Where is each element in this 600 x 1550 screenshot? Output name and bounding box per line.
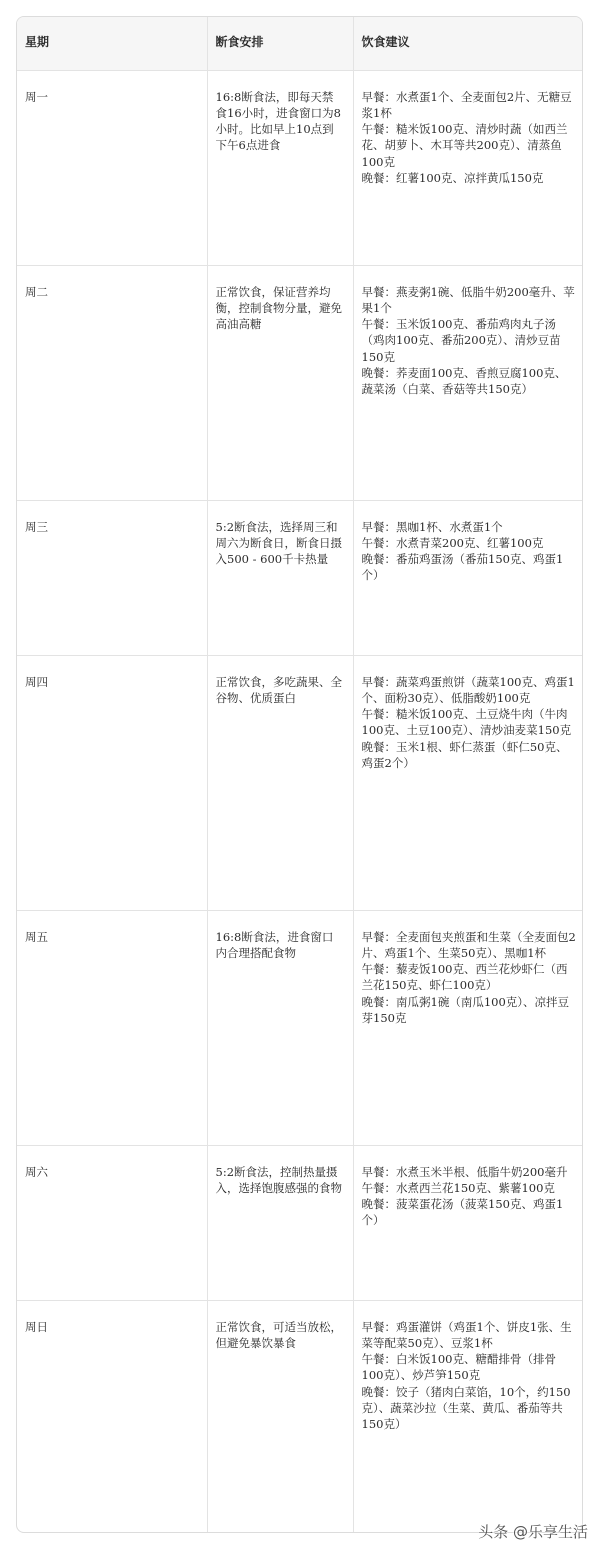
header-day: 星期: [17, 17, 207, 70]
diet-cell: 早餐：全麦面包夹煎蛋和生菜（全麦面包2片、鸡蛋1个、生菜50克）、黑咖1杯 午餐：藜麦饭100克、西兰花炒虾仁（西兰花150克、虾仁100克） 晚餐：南瓜粥1碗（南瓜100克）、凉拌豆芽150克: [353, 910, 583, 1145]
day-cell: 周一: [17, 70, 207, 265]
plan-cell: 16:8断食法，即每天禁食16小时，进食窗口为8小时。比如早上10点到下午6点进食: [207, 70, 353, 265]
table-row: [17, 1145, 583, 1300]
diet-cell: 早餐：燕麦粥1碗、低脂牛奶200毫升、苹果1个 午餐：玉米饭100克、番茄鸡肉丸子汤（鸡肉100克、番茄200克）、清炒豆苗150克 晚餐：荞麦面100克、香煎豆腐100克、蔬菜汤（白菜、香菇等共150克）: [353, 265, 583, 500]
day-cell: 周三: [17, 500, 207, 655]
day-cell: 周六: [17, 1145, 207, 1300]
diet-cell: 早餐：鸡蛋灌饼（鸡蛋1个、饼皮1张、生菜等配菜50克）、豆浆1杯 午餐：白米饭100克、糖醋排骨（排骨100克）、炒芦笋150克 晚餐：饺子（猪肉白菜馅，10个，约150克）、蔬菜沙拉（生菜、黄瓜、番茄等共150克）: [361, 1319, 572, 1432]
plan-cell: 5:2断食法，选择周三和周六为断食日，断食日摄入500 - 600千卡热量: [207, 500, 353, 655]
day-cell: 周日: [17, 1300, 207, 1532]
table-row: [17, 500, 583, 655]
day-cell: 周五: [17, 910, 207, 1145]
diet-cell: 早餐：水煮玉米半根、低脂牛奶200毫升 午餐：水煮西兰花150克、紫薯100克 晚餐：菠菜蛋花汤（菠菜150克、鸡蛋1个）: [353, 1145, 583, 1300]
diet-cell: 早餐：黑咖1杯、水煮蛋1个 午餐：水煮青菜200克、红薯100克 晚餐：番茄鸡蛋汤（番茄150克、鸡蛋1个）: [353, 500, 583, 655]
day-cell: 周二: [17, 265, 207, 500]
day-cell: 周四: [17, 655, 207, 910]
table-row: [17, 265, 583, 500]
diet-schedule-table: [16, 16, 583, 1533]
plan-cell: 16:8断食法，进食窗口内合理搭配食物: [207, 910, 353, 1145]
plan-cell: 正常饮食，保证营养均衡，控制食物分量，避免高油高糖: [207, 265, 353, 500]
diet-cell: 早餐：蔬菜鸡蛋煎饼（蔬菜100克、鸡蛋1个、面粉30克）、低脂酸奶100克 午餐：糙米饭100克、土豆烧牛肉（牛肉100克、土豆100克）、清炒油麦菜150克 晚餐：玉米1根、虾仁蒸蛋（虾仁50克、鸡蛋2个）: [353, 655, 583, 910]
plan-cell: 正常饮食，可适当放松，但避免暴饮暴食: [207, 1300, 353, 1532]
diet-cell: 早餐：水煮蛋1个、全麦面包2片、无糖豆浆1杯 午餐：糙米饭100克、清炒时蔬（如西兰花、胡萝卜、木耳等共200克）、清蒸鱼100克 晚餐：红薯100克、凉拌黄瓜150克: [353, 70, 583, 265]
header-diet-advice: 饮食建议: [353, 17, 583, 70]
table-row: [17, 1300, 583, 1532]
table-header-row: [17, 17, 583, 70]
header-fasting-plan: 断食安排: [207, 17, 353, 70]
table-row: [17, 70, 583, 265]
table-row: [17, 910, 583, 1145]
watermark: 头条 @乐享生活: [478, 1523, 588, 1541]
plan-cell: 正常饮食，多吃蔬果、全谷物、优质蛋白: [207, 655, 353, 910]
plan-cell: 5:2断食法，控制热量摄入，选择饱腹感强的食物: [207, 1145, 353, 1300]
table-row: [17, 655, 583, 910]
